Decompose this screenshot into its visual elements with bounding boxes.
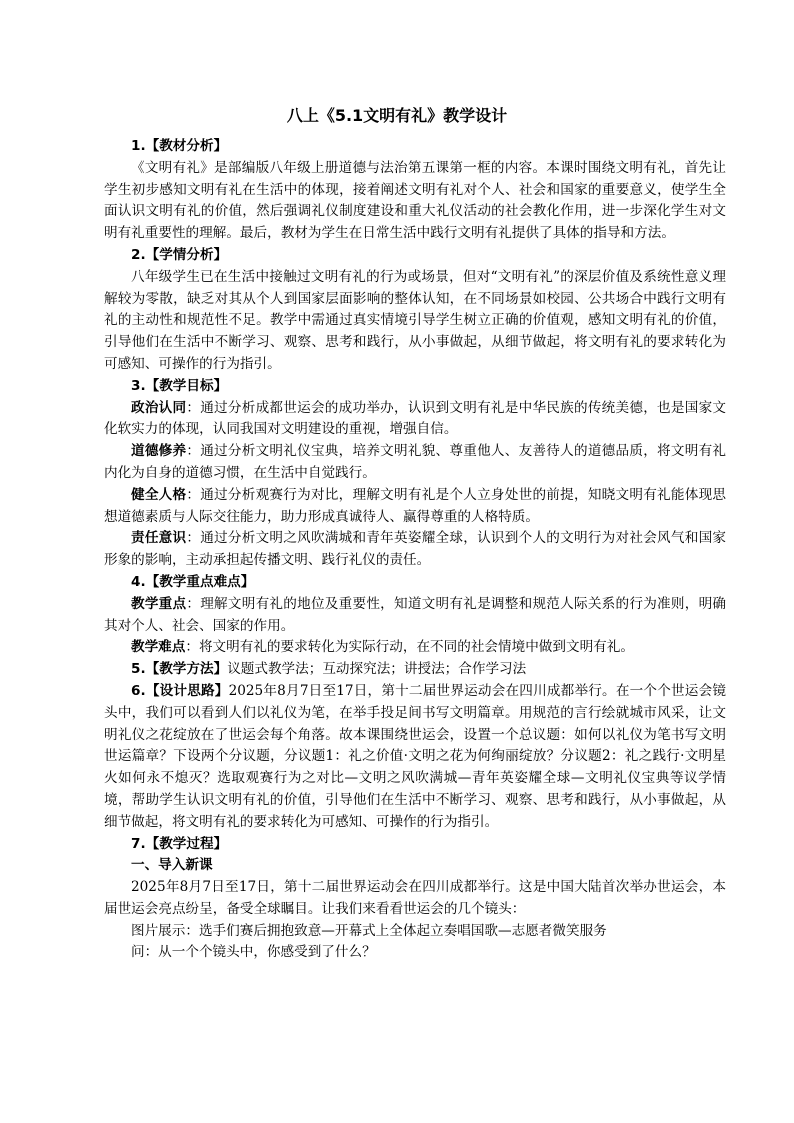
difficult-point-label: 教学难点 xyxy=(131,639,186,656)
goal-label: 道德修养 xyxy=(131,443,187,460)
goal-political-identity: 政治认同：通过分析成都世运会的成功举办，认识到文明有礼是中华民族的传统美德，也是国家文化软实力的体现，认同我国对文明建设的重视，增强自信。 xyxy=(104,399,727,438)
subheading-introduction: 一、导入新课 xyxy=(131,857,213,874)
section-heading-textbook-analysis: 1.【教材分析】 xyxy=(131,138,228,154)
goal-text: 通过分析文明之风吹满城和青年英姿耀全球，认识到个人的文明行为对社会风气和国家形象的影响，主动承担起传播文明、践行礼仪的责任。 xyxy=(104,530,727,569)
difficult-point: 教学难点：将文明有礼的要求转化为实际行动，在不同的社会情境中做到文明有礼。 xyxy=(131,639,634,656)
picture-display-text: 图片展示：选手们赛后拥抱致意—开幕式上全体起立奏唱国歌—志愿者微笑服务 xyxy=(131,922,607,939)
introduction-text: 2025年8月7日至17日，第十二届世界运动会在四川成都举行。这是中国大陆首次举办世运会，本届世运会亮点纷呈，备受全球瞩目。让我们来看看世运会的几个镜头： xyxy=(104,879,726,917)
goal-label: 责任意识 xyxy=(131,530,187,547)
question-text: 问：从一个个镜头中，你感受到了什么？ xyxy=(131,944,376,961)
goal-text: 通过分析成都世运会的成功举办，认识到文明有礼是中华民族的传统美德，也是国家文化软实力的体现，认同我国对文明建设的重视，增强自信。 xyxy=(104,399,727,438)
section-heading-teaching-goals: 3.【教学目标】 xyxy=(131,377,228,394)
goal-label: 健全人格 xyxy=(131,486,187,503)
key-point-text: 理解文明有礼的地位及重要性，知道文明有礼是调整和规范人际关系的行为准则，明确其对个人、社会、国家的作用。 xyxy=(104,595,727,634)
section-heading-design-ideas: 6.【设计思路】 xyxy=(131,682,229,699)
key-point-label: 教学重点 xyxy=(131,595,187,612)
goal-text: 通过分析文明礼仪宝典，培养文明礼貌、尊重他人、友善待人的道德品质，将文明有礼内化为自身的道德习惯，在生活中自觉践行。 xyxy=(104,443,727,481)
learner-analysis-text: 八年级学生已在生活中接触过文明有礼的行为或场景，但对“文明有礼”的深层价值及系统性意义理解较为零散，缺乏对其从个人到国家层面影响的整体认知，在不同场景如校园、公共场合中践行文明有礼的主动性和规范性不足。教学中需通过真实情境引导学生树立正确的价值观，感知文明有礼的价值，引导他们在生活中不断学习、观察、思考和践行，从小事做起，从细节做起，将文明有礼的要求转化为可感知、可操作的行为指引。 xyxy=(104,268,726,372)
teaching-methods xyxy=(104,659,726,681)
design-ideas-text: 2025年8月7日至17日，第十二届世界运动会在四川成都举行。在一个个世运会镜头中，我们可以看到人们以礼仪为笔，在举手投足间书写文明篇章。用规范的言行绘就城市风采，让文明礼仪之花绽放在了世运会每个角落。故本课围绕世运会，设置一个总议题：如何以礼仪为笔书写文明世运篇章？下设两个分议题，分议题1：礼之价值·文明之花为何绚丽绽放？分议题2：礼之践行·文明星火如何永不熄灭？选取观赛行为之对比—文明之风吹满城—青年英姿耀全球—文明礼仪宝典等议学情境，帮助学生认识文明有礼的价值，引导他们在生活中不断学习、观察、思考和践行，从小事做起，从细节做起，将文明有礼的要求转化为可感知、可操作的行为指引。 xyxy=(104,682,726,830)
section-heading-key-difficult-points: 4.【教学重点难点】 xyxy=(131,573,255,590)
document-title: 八上《5.1文明有礼》教学设计 xyxy=(286,106,508,125)
key-point: 教学重点：理解文明有礼的地位及重要性，知道文明有礼是调整和规范人际关系的行为准则，明确其对个人、社会、国家的作用。 xyxy=(104,595,727,634)
difficult-point-text: 将文明有礼的要求转化为实际行动，在不同的社会情境中做到文明有礼。 xyxy=(198,639,634,656)
section-heading-teaching-process: 7.【教学过程】 xyxy=(131,835,228,852)
section-heading-teaching-methods: 5.【教学方法】 xyxy=(131,661,228,678)
teaching-methods-text: 议题式教学法；互动探究法；讲授法；合作学习法 xyxy=(227,661,527,678)
goal-moral-cultivation: 道德修养：通过分析文明礼仪宝典，培养文明礼貌、尊重他人、友善待人的道德品质，将文明有礼内化为自身的道德习惯，在生活中自觉践行。 xyxy=(104,443,727,481)
textbook-analysis-text: 《文明有礼》是部编版八年级上册道德与法治第五课第一框的内容。本课时围绕文明有礼，首先让学生初步感知文明有礼在生活中的体现，接着阐述文明有礼对个人、社会和国家的重要意义，使学生全面认识文明有礼的价值，然后强调礼仪制度建设和重大礼仪活动的社会教化作用，进一步深化学生对文明有礼重要性的理解。最后，教材为学生在日常生活中践行文明有礼提供了具体的指导和方法。 xyxy=(104,159,726,242)
goal-sound-personality: 健全人格：通过分析观赛行为对比，理解文明有礼是个人立身处世的前提，知晓文明有礼能体现思想道德素质与人际交往能力，助力形成真诚待人、赢得尊重的人格特质。 xyxy=(104,486,727,525)
section-heading-learner-analysis: 2.【学情分析】 xyxy=(131,246,228,263)
document-body xyxy=(104,136,726,964)
goal-label: 政治认同 xyxy=(131,399,187,416)
design-ideas xyxy=(104,681,726,834)
goal-responsibility: 责任意识：通过分析文明之风吹满城和青年英姿耀全球，认识到个人的文明行为对社会风气和国家形象的影响，主动承担起传播文明、践行礼仪的责任。 xyxy=(104,530,727,569)
goal-text: 通过分析观赛行为对比，理解文明有礼是个人立身处世的前提，知晓文明有礼能体现思想道德素质与人际交往能力，助力形成真诚待人、赢得尊重的人格特质。 xyxy=(104,486,727,525)
